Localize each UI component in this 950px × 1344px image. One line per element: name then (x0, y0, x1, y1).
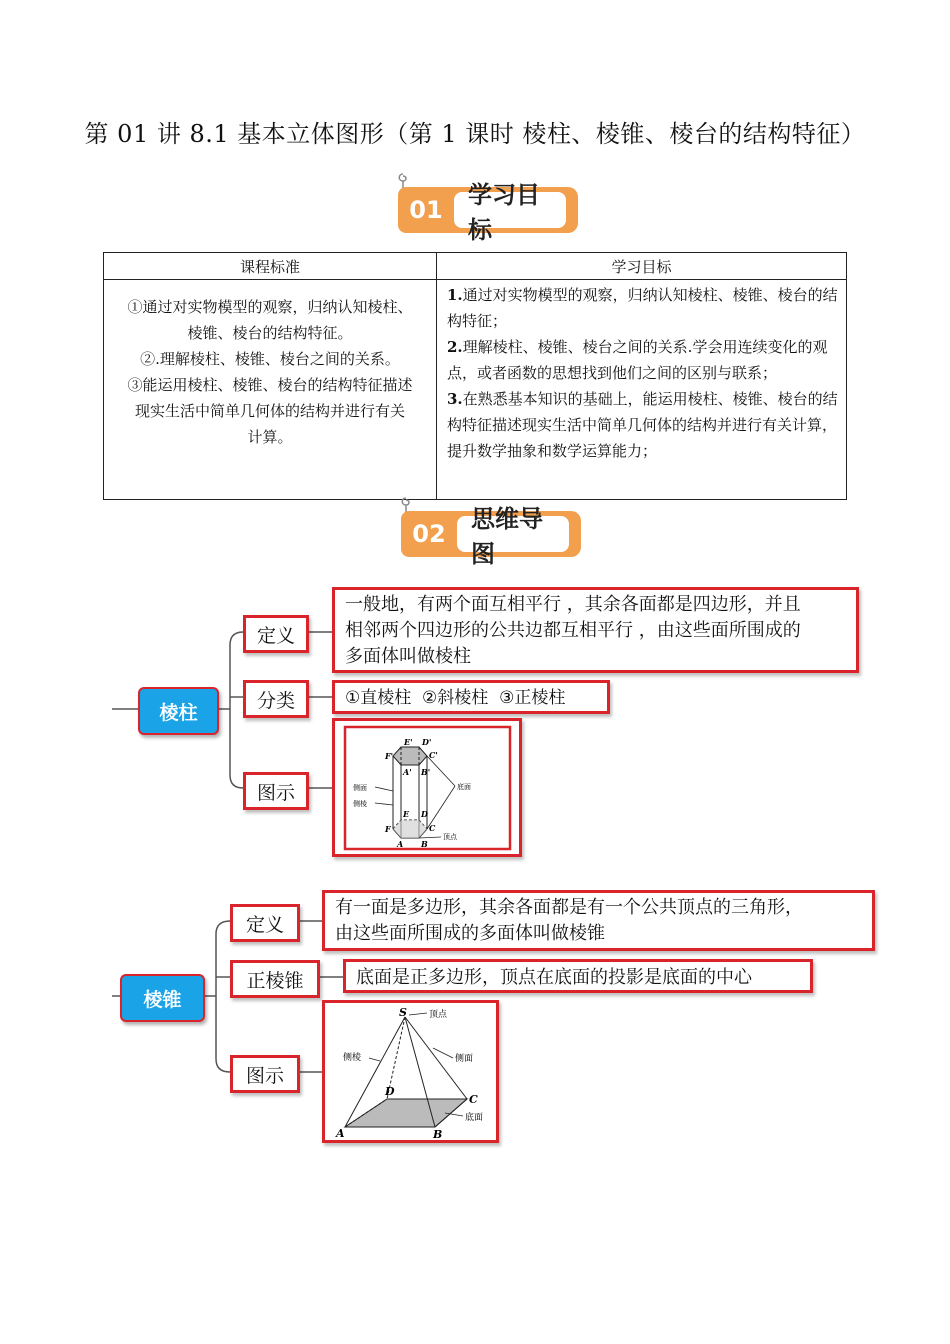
node-pyramid-definition: 定义 (230, 904, 300, 942)
term-label: 顶点 (443, 833, 457, 841)
goal-text: 在熟悉基本知识的基础上，能运用棱柱、棱锥、棱台的结构特征描述现实生活中简单几何体的结构并进行有关计算，提升数学抽象和数学运算能力； (447, 390, 838, 460)
vertex-label: S (399, 1006, 407, 1019)
node-pyramid-figure: 图示 (230, 1055, 300, 1093)
definition-line: 有一面是多边形，其余各面都是有一个公共顶点的三角形， (335, 897, 803, 918)
prism-figure-frame (332, 718, 522, 857)
standard-line: ①通过对实物模型的观察，归纳认知棱柱、 (127, 298, 413, 316)
prism-classification-text: ①直棱柱 ②斜棱柱 ③正棱柱 (332, 680, 610, 714)
section-number: 01 (398, 187, 454, 233)
vertex-label: B' (421, 767, 431, 777)
goal-text: 理解棱柱、棱锥、棱台之间的关系.学会用连续变化的观点，或者函数的思想找到他们之间的区别与联系； (447, 338, 828, 382)
section-label: 学习目标 (454, 192, 566, 228)
page-title: 第 01 讲 8.1 基本立体图形（第 1 课时 棱柱、棱锥、棱台的结构特征） (84, 120, 866, 148)
term-label: 侧棱 (343, 1053, 362, 1063)
vertex-label: F' (385, 751, 394, 761)
vertex-label: A (336, 1127, 345, 1140)
term-label: 侧面 (455, 1054, 474, 1064)
term-label: 侧面 (353, 784, 367, 792)
standard-line: ②.理解棱柱、棱锥、棱台之间的关系。 (140, 350, 400, 368)
standard-line: 现实生活中简单几何体的结构并进行有关 (134, 402, 405, 420)
standard-line: 计算。 (247, 428, 293, 446)
pyramid-definition-text (322, 890, 875, 951)
vertex-label: A (397, 839, 404, 849)
definition-line: 由这些面所围成的多面体叫做棱锥 (335, 923, 605, 944)
goal-number: 2. (447, 338, 463, 356)
term-label: 侧棱 (353, 800, 367, 808)
vertex-label: F (385, 824, 391, 834)
prism-definition-text (332, 587, 859, 673)
goal-number: 3. (447, 390, 463, 408)
node-pyramid: 棱锥 (120, 974, 205, 1022)
vertex-label: C (429, 823, 436, 833)
definition-line: 多面体叫做棱柱 (345, 646, 471, 667)
vertex-label: C (469, 1093, 478, 1106)
node-pyramid-regular: 正棱锥 (230, 960, 320, 998)
section-label: 思维导图 (457, 516, 569, 552)
standard-line: ③能运用棱柱、棱锥、棱台的结构特征描述 (127, 376, 413, 394)
vertex-label: A' (403, 767, 412, 777)
goal-text: 通过对实物模型的观察，归纳认知棱柱、棱锥、棱台的结构特征； (447, 286, 838, 330)
header-goals: 学习目标 (437, 253, 847, 280)
term-label: 顶点 (429, 1010, 448, 1020)
vertex-label: C' (429, 750, 438, 760)
section-number: 02 (401, 511, 457, 557)
node-prism-classification: 分类 (243, 680, 309, 718)
pyramid-figure (325, 1003, 496, 1140)
goal-number: 1. (447, 286, 463, 304)
standard-line: 棱锥、棱台的结构特征。 (187, 324, 353, 342)
pyramid-figure-frame (322, 1000, 499, 1143)
term-label: 底面 (457, 783, 471, 791)
definition-line: 相邻两个四边形的公共边都互相平行 ，由这些面所围成的 (345, 620, 801, 641)
vertex-label: D (385, 1085, 395, 1098)
pyramid-regular-text: 底面是正多边形，顶点在底面的投影是底面的中心 (343, 959, 813, 993)
vertex-label: E (403, 809, 410, 819)
vertex-label: E' (404, 737, 413, 747)
vertex-label: B (421, 839, 428, 849)
node-prism-definition: 定义 (243, 615, 309, 653)
header-standard: 课程标准 (104, 253, 437, 280)
vertex-label: D (421, 809, 428, 819)
node-prism-figure: 图示 (243, 772, 309, 810)
prism-figure (335, 721, 519, 854)
definition-line: 一般地，有两个面互相平行 ，其余各面都是四边形，并且 (345, 594, 801, 615)
node-prism: 棱柱 (138, 687, 219, 735)
vertex-label: B (433, 1128, 443, 1140)
vertex-label: D' (422, 737, 432, 747)
term-label: 底面 (465, 1113, 484, 1123)
